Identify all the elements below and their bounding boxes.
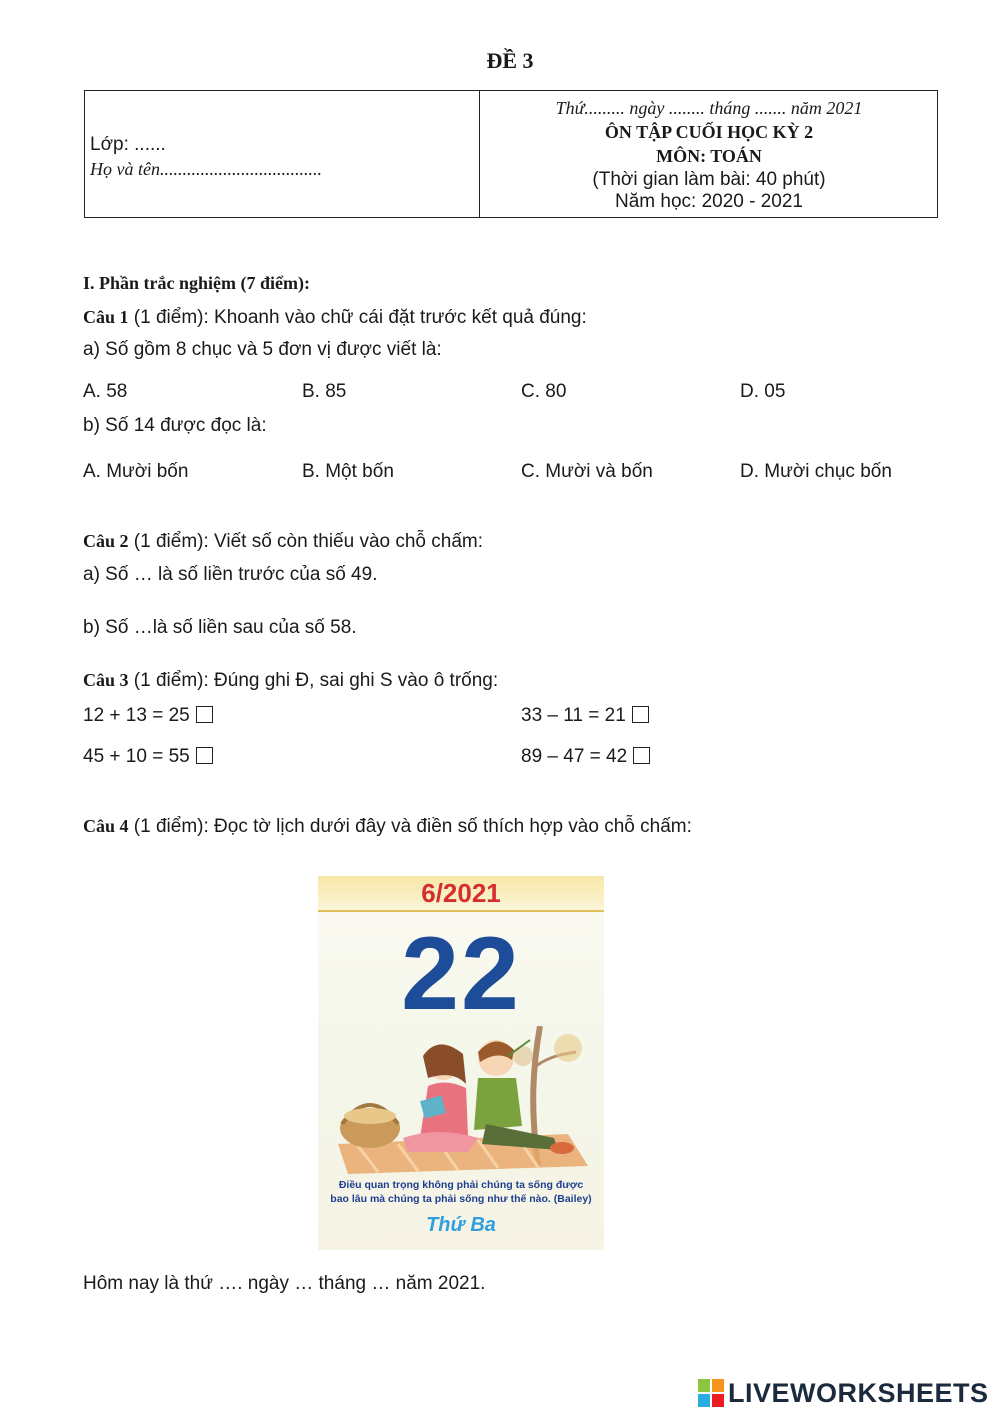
question-2-prompt: (1 điểm): Viết số còn thiếu vào chỗ chấm: [133, 531, 484, 552]
q3-item-2 [521, 705, 649, 727]
question-3-prompt: (1 điểm): Đúng ghi Đ, sai ghi S vào ô trống: [133, 670, 499, 691]
q3-item-4 [521, 746, 650, 768]
q1a-option-a[interactable]: A. 58 [83, 381, 128, 402]
liveworksheets-wordmark: LIVEWORKSHEETS [728, 1378, 989, 1408]
question-1-heading [83, 307, 587, 329]
duration-label: (Thời gian làm bài: 40 phút) [592, 169, 826, 190]
question-2-label: Câu 2 [83, 531, 129, 551]
calendar-quote: Điều quan trọng không phải chúng ta sống được bao lâu mà chúng ta phải sống như thế nào. (Bailey) [330, 1179, 592, 1205]
liveworksheets-logo-icon [698, 1379, 724, 1407]
question-1-label: Câu 1 [83, 307, 129, 327]
answer-box-1[interactable] [196, 706, 213, 723]
question-1a-text: a) Số gồm 8 chục và 5 đơn vị được viết là: [83, 339, 442, 360]
question-3-heading [83, 670, 498, 692]
question-2-heading [83, 531, 483, 553]
calendar-day: 22 [401, 916, 521, 1032]
q3-equation-4: 89 – 47 = 42 [521, 746, 628, 767]
question-4-heading [83, 816, 692, 838]
q1a-option-d[interactable]: D. 05 [740, 381, 786, 402]
question-4-answer-line[interactable]: Hôm nay là thứ …. ngày … tháng … năm 2021. [83, 1273, 486, 1294]
q3-item-3 [83, 746, 213, 768]
couple-picnic-illustration [318, 1026, 604, 1176]
calendar-image [318, 876, 604, 1250]
question-2b-text[interactable]: b) Số …là số liền sau của số 58. [83, 617, 357, 638]
question-4-label: Câu 4 [83, 816, 129, 836]
calendar-weekday: Thứ Ba [426, 1214, 496, 1236]
q1b-option-a[interactable]: A. Mười bốn [83, 461, 189, 482]
q1b-option-d[interactable]: D. Mười chục bốn [740, 461, 892, 482]
question-1-prompt: (1 điểm): Khoanh vào chữ cái đặt trước kết quả đúng: [133, 307, 587, 328]
q1b-option-b[interactable]: B. Một bốn [302, 461, 394, 482]
question-2a-text[interactable]: a) Số … là số liền trước của số 49. [83, 564, 378, 585]
question-1b-text: b) Số 14 được đọc là: [83, 415, 267, 436]
answer-box-3[interactable] [196, 747, 213, 764]
class-label: Lớp: ...... [90, 134, 166, 155]
subject-label: MÔN: TOÁN [656, 146, 762, 166]
q3-equation-2: 33 – 11 = 21 [521, 705, 626, 726]
q1b-option-c[interactable]: C. Mười và bốn [521, 461, 653, 482]
q3-equation-1: 12 + 13 = 25 [83, 705, 190, 726]
school-year-label: Năm học: 2020 - 2021 [614, 191, 803, 212]
answer-box-4[interactable] [633, 747, 650, 764]
exam-title: ÔN TẬP CUỐI HỌC KỲ 2 [604, 122, 814, 142]
date-line: Thứ......... ngày ........ tháng ....... năm 2021 [555, 98, 863, 118]
q1a-option-c[interactable]: C. 80 [521, 381, 567, 402]
question-4-prompt: (1 điểm): Đọc tờ lịch dưới đây và điền số thích hợp vào chỗ chấm: [133, 816, 692, 837]
page-title: ĐỀ 3 [486, 48, 534, 73]
question-3-label: Câu 3 [83, 670, 129, 690]
section-heading: I. Phần trắc nghiệm (7 điểm): [83, 273, 310, 293]
answer-box-2[interactable] [632, 706, 649, 723]
calendar-month: 6/2021 [421, 878, 501, 908]
name-label: Họ và tên.................................... [90, 159, 322, 179]
q3-item-1 [83, 705, 213, 727]
q3-equation-3: 45 + 10 = 55 [83, 746, 190, 767]
q1a-option-b[interactable]: B. 85 [302, 381, 347, 402]
